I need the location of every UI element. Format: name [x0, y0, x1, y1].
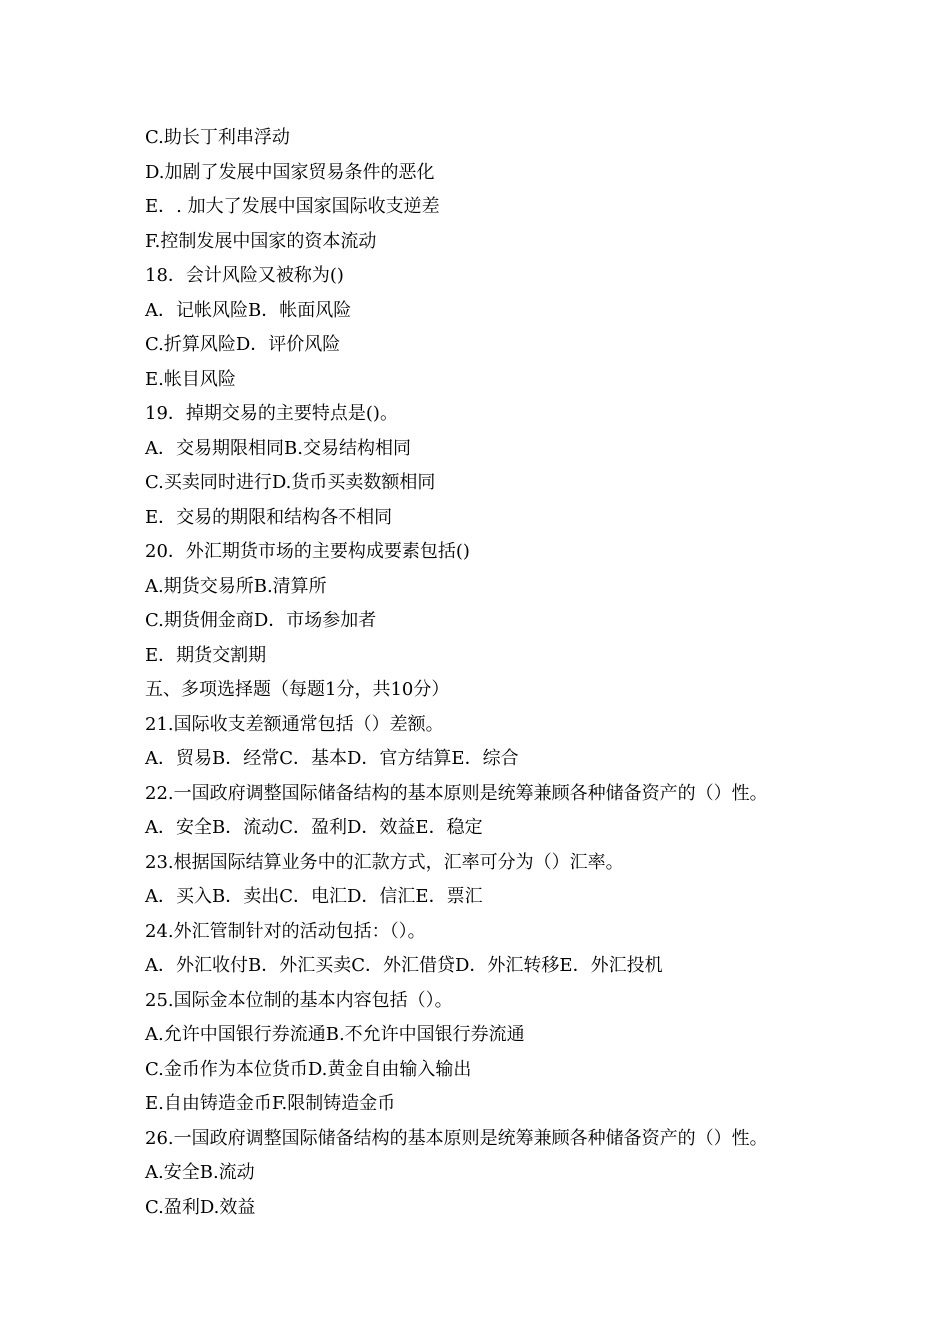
text-line: C.盈利D.效益 — [145, 1196, 256, 1218]
document-body — [145, 121, 845, 1225]
text-line: C.助长丁利串浮动 — [145, 127, 290, 148]
text-line: A．买入B．卖出C．电汇D．信汇E．票汇 — [145, 886, 483, 907]
question-26: 26.一国政府调整国际储备结构的基本原则是统筹兼顾各种储备资产的（）性。 — [145, 1127, 768, 1149]
text-line: D.加剧了发展中国家贸易条件的恶化 — [145, 161, 435, 183]
text-line: C.折算风险D．评价风险 — [145, 334, 341, 355]
question-21: 21.国际收支差额通常包括（）差额。 — [145, 713, 444, 735]
question-25: 25.国际金本位制的基本内容包括（）。 — [145, 989, 453, 1011]
question-24: 24.外汇管制针对的活动包括：（）。 — [145, 920, 426, 942]
question-23: 23.根据国际结算业务中的汇款方式，汇率可分为（）汇率。 — [145, 851, 624, 873]
text-line: E．期货交割期 — [145, 644, 267, 666]
text-line: A．安全B．流动C．盈利D．效益E．稳定 — [145, 817, 483, 838]
question-18: 18．会计风险又被称为() — [145, 265, 344, 286]
text-line: C.买卖同时进行D.货币买卖数额相同 — [145, 472, 436, 493]
text-line: A．外汇收付B．外汇买卖C．外汇借贷D．外汇转移E．外汇投机 — [145, 955, 663, 976]
text-line: E.帐目风险 — [145, 368, 236, 390]
question-22: 22.一国政府调整国际储备结构的基本原则是统筹兼顾各种储备资产的（）性。 — [145, 782, 768, 804]
text-line: A．记帐风险B．帐面风险 — [145, 299, 352, 321]
text-line: C.金币作为本位货币D.黄金自由输入输出 — [145, 1058, 472, 1080]
section-heading: 五、多项选择题（每题1分，共10分） — [145, 679, 450, 700]
text-line: A．交易期限相同B.交易结构相同 — [145, 437, 411, 459]
text-line: E．交易的期限和结构各不相同 — [145, 506, 393, 528]
question-19: 19．掉期交易的主要特点是()。 — [145, 403, 398, 424]
text-line: A．贸易B．经常C．基本D．官方结算E．综合 — [145, 748, 519, 769]
text-line: C.期货佣金商D．市场参加者 — [145, 610, 377, 631]
text-line: A.安全B.流动 — [145, 1162, 255, 1183]
text-line: A.期货交易所B.清算所 — [145, 575, 327, 597]
text-line: F.控制发展中国家的资本流动 — [145, 230, 377, 252]
text-line: E．. 加大了发展中国家国际收支逆差 — [145, 196, 440, 217]
question-20: 20．外汇期货市场的主要构成要素包括() — [145, 541, 470, 562]
text-line: A.允许中国银行券流通B.不允许中国银行券流通 — [145, 1024, 525, 1045]
text-line: E.自由铸造金币F.限制铸造金币 — [145, 1093, 396, 1114]
